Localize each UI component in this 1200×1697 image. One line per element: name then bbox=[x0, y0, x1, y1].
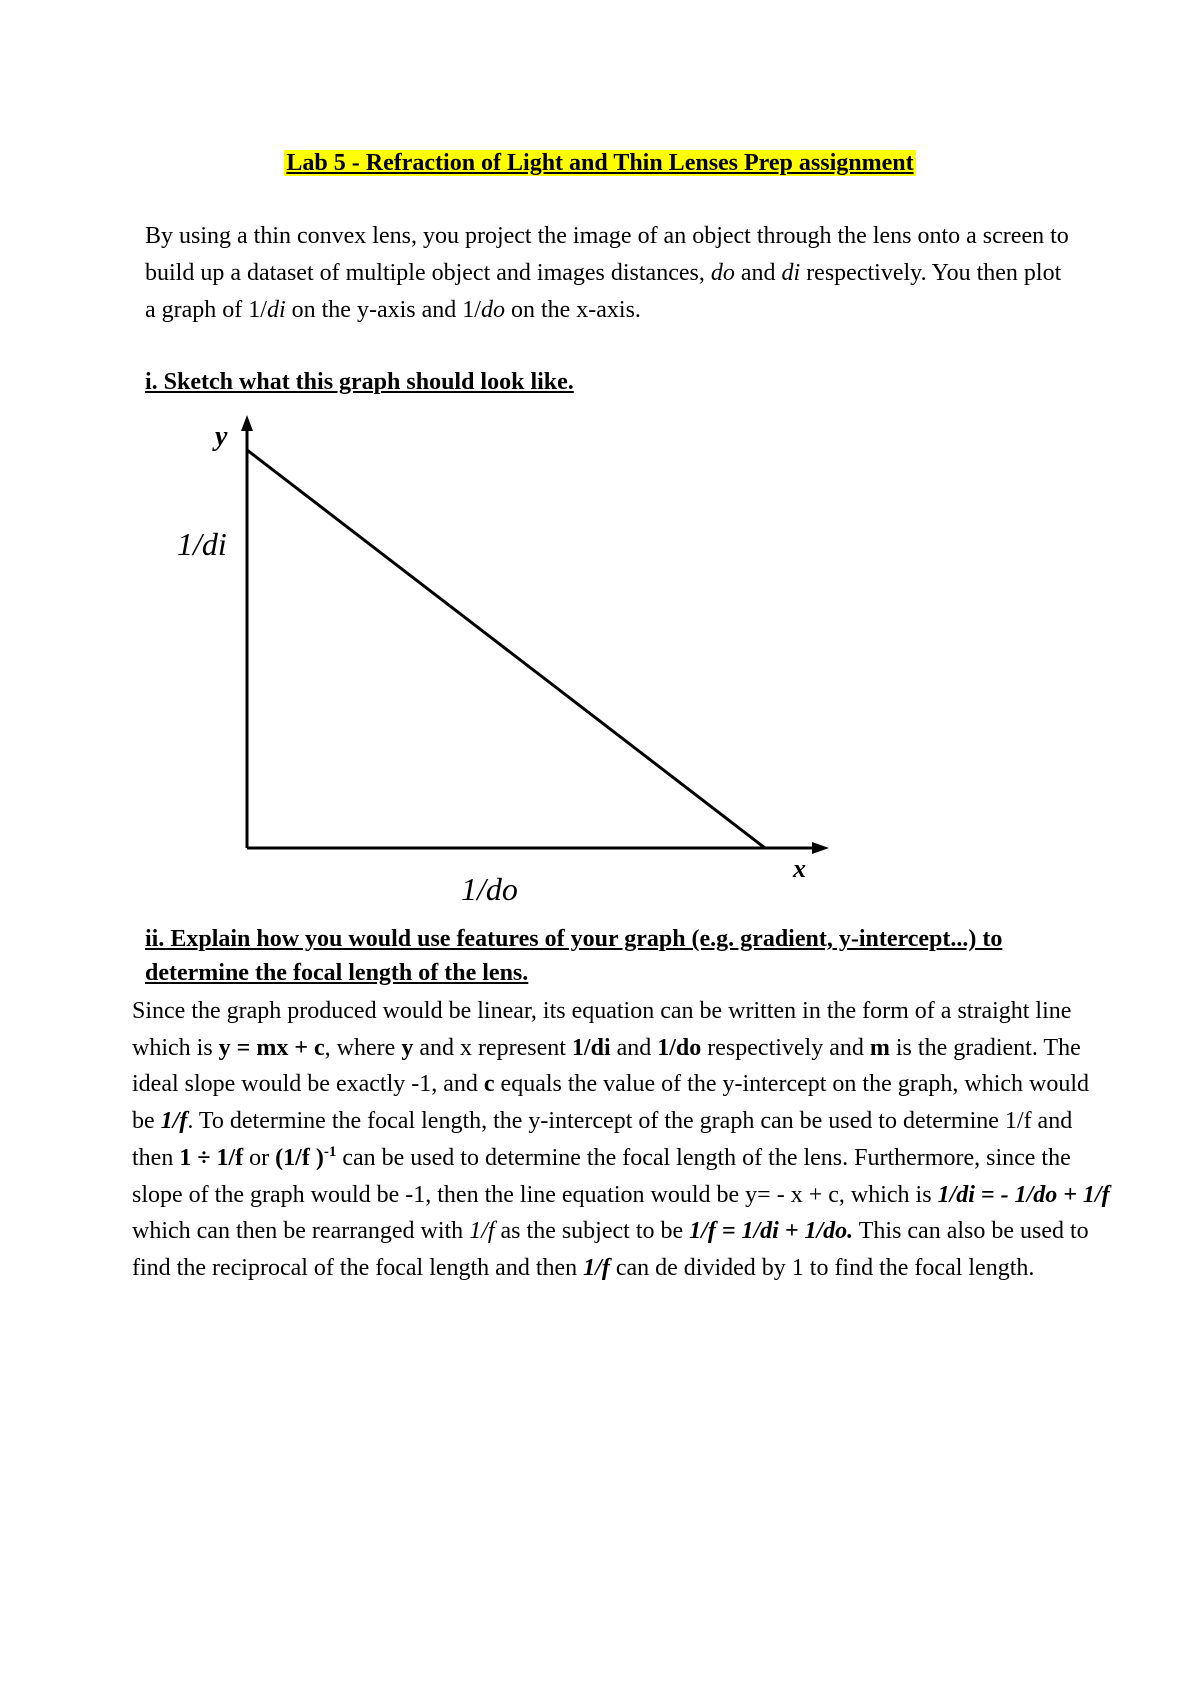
y-axis-letter: y bbox=[215, 421, 228, 452]
document-title: Lab 5 - Refraction of Light and Thin Lenses Prep assignment bbox=[286, 150, 914, 176]
x-axis-arrowhead bbox=[812, 842, 829, 854]
question-2-heading: ii. Explain how you would use features of your graph (e.g. gradient, y-intercept...) to determine the focal length of the lens. bbox=[145, 926, 1003, 986]
x-axis-letter: x bbox=[793, 854, 806, 883]
y-axis-label: 1/di bbox=[177, 526, 227, 562]
sketch-graph bbox=[165, 415, 845, 905]
data-line bbox=[247, 450, 765, 848]
x-axis-label: 1/do bbox=[461, 871, 518, 905]
y-axis-arrowhead bbox=[241, 415, 253, 431]
intro-paragraph: By using a thin convex lens, you project the image of an object through the lens onto a screen to build up a dataset of multiple object and images distances, do and di respectively. You then plot a graph of 1/di on the y-axis and 1/do on the x-axis. bbox=[145, 223, 1069, 323]
question-1-heading: i. Sketch what this graph should look like. bbox=[145, 369, 574, 395]
answer-paragraph: Since the graph produced would be linear, its equation can be written in the form of a straight line which is y = mx + c, where y and x represent 1/di and 1/do respectively and m is the gradient. The ideal slope would be exactly -1, and c equals the value of the y-intercept on the graph, which would be 1/f. To determine the focal length, the y-intercept of the graph can be used to determine 1/f and then 1 ÷ 1/f or (1/f )$^{-1}$ can be used to determine the focal length of the lens. Furthermore, since the slope of the graph would be -1, then the line equation would be y= - x + c, which is 1/di = - 1/do + 1/f which can then be rearranged with 1/f as the subject to be 1/f = 1/di + 1/do. This can also be used to find the reciprocal of the focal length and then 1/f can de divided by 1 to find the focal length. bbox=[132, 998, 1110, 1281]
